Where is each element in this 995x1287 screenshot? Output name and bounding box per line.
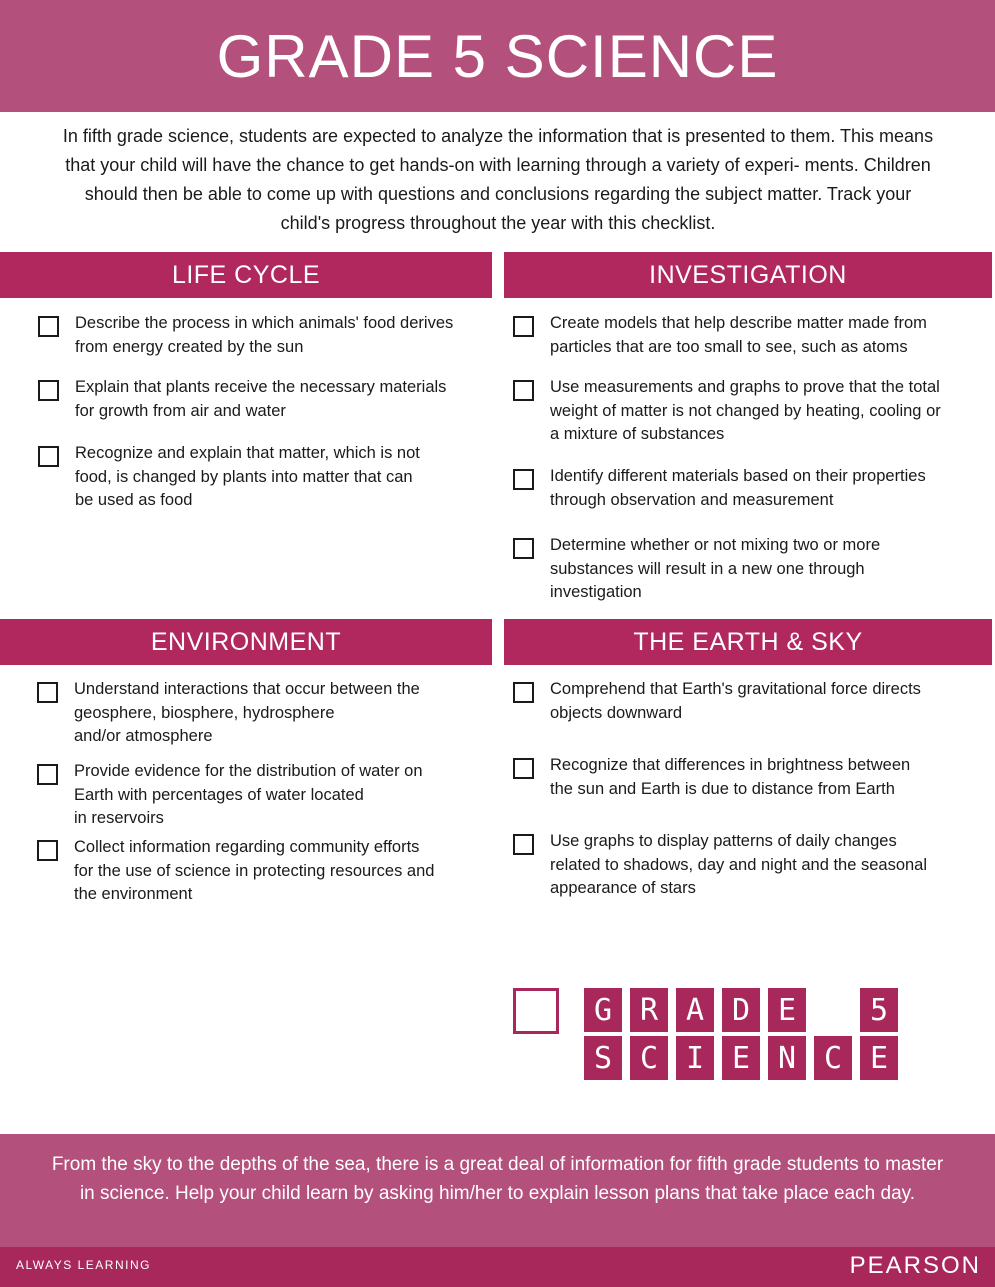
footer-text: From the sky to the depths of the sea, there is a great deal of information for fifth grade students to master in science. Help your child learn by asking him/her to explain lesson plans that take place each day.	[51, 1154, 944, 1204]
checklist-item-text: Provide evidence for the distribution of water on Earth with percentages of water located in reservoirs	[74, 762, 423, 827]
logo-tile: A	[676, 988, 714, 1032]
checklist-item	[513, 534, 880, 605]
checklist-item-text: Describe the process in which animals' food derives from energy created by the sun	[75, 314, 454, 356]
checklist-item-text: Explain that plants receive the necessary materials for growth from air and water	[75, 378, 447, 420]
logo-row-grade	[584, 988, 906, 1032]
section-title: INVESTIGATION	[649, 260, 847, 289]
logo-tile: R	[630, 988, 668, 1032]
section-header-investigation	[504, 252, 992, 298]
section-header-life-cycle	[0, 252, 492, 298]
brand-bar	[0, 1247, 995, 1287]
logo-tile: D	[722, 988, 760, 1032]
checkbox[interactable]	[513, 380, 534, 401]
checkbox[interactable]	[37, 682, 58, 703]
logo-tile: E	[722, 1036, 760, 1080]
checklist-item	[513, 312, 927, 359]
logo-tile: N	[768, 1036, 806, 1080]
checklist-item	[38, 312, 453, 359]
checklist-item-text: Determine whether or not mixing two or more substances will result in a new one through investigation	[550, 536, 881, 601]
checklist-item	[38, 376, 446, 423]
checkbox[interactable]	[38, 316, 59, 337]
checklist-item	[513, 678, 921, 725]
pearson-logo: PEARSON	[849, 1252, 981, 1279]
logo-tile: C	[630, 1036, 668, 1080]
logo-tile: S	[584, 1036, 622, 1080]
logo-tile: 5	[860, 988, 898, 1032]
logo-tile: G	[584, 988, 622, 1032]
checklist-item-text: Collect information regarding community efforts for the use of science in protecting resources and the environment	[74, 838, 435, 903]
checklist-item	[513, 465, 926, 512]
checklist-item	[38, 442, 420, 513]
checkbox[interactable]	[38, 380, 59, 401]
checklist-item-text: Understand interactions that occur between the geosphere, biosphere, hydrosphere and/or atmosphere	[74, 680, 420, 745]
section-title: LIFE CYCLE	[171, 260, 321, 289]
footer-banner	[0, 1134, 995, 1247]
checklist-item	[37, 836, 434, 907]
checklist-item-text: Identify different materials based on their properties through observation and measurement	[550, 467, 926, 509]
checkbox[interactable]	[513, 538, 534, 559]
logo-checkbox	[513, 988, 559, 1034]
checklist-item	[513, 830, 927, 901]
checklist-item-text: Create models that help describe matter made from particles that are too small to see, such as atoms	[550, 314, 927, 356]
checklist-item-text: Recognize and explain that matter, which is not food, is changed by plants into matter that can be used as food	[75, 444, 420, 509]
checklist-item-text: Use graphs to display patterns of daily changes related to shadows, day and night and the seasonal appearance of stars	[550, 832, 928, 897]
checkbox[interactable]	[37, 764, 58, 785]
checklist-item	[513, 754, 910, 801]
logo-tile: E	[768, 988, 806, 1032]
page-title: GRADE 5 SCIENCE	[216, 22, 779, 90]
checkbox[interactable]	[513, 834, 534, 855]
checklist-item	[37, 678, 420, 749]
intro-paragraph: In fifth grade science, students are expected to analyze the information that is presented to them. This means that your child will have the chance to get hands-on with learning through a variety of experi- ments. Children should then be able to come up with questions and conclusions regarding the subject matter. Track your child's progress throughout the year with this checklist.	[62, 126, 934, 233]
checkbox[interactable]	[513, 758, 534, 779]
checkbox[interactable]	[37, 840, 58, 861]
checklist-item	[513, 376, 941, 447]
checkbox[interactable]	[513, 469, 534, 490]
logo-tile: I	[676, 1036, 714, 1080]
logo-tile: C	[814, 1036, 852, 1080]
section-title: ENVIRONMENT	[150, 627, 342, 656]
tagline: ALWAYS LEARNING	[16, 1258, 151, 1272]
checklist-item-text: Use measurements and graphs to prove that the total weight of matter is not changed by heating, cooling or a mixture of substances	[550, 378, 941, 443]
logo-tile-gap	[814, 988, 852, 1032]
checklist-item	[37, 760, 423, 831]
logo-row-science	[584, 1036, 906, 1080]
checkbox[interactable]	[513, 316, 534, 337]
checkbox[interactable]	[38, 446, 59, 467]
checklist-item-text: Recognize that differences in brightness between the sun and Earth is due to distance from Earth	[550, 756, 911, 798]
logo-tile: E	[860, 1036, 898, 1080]
grade-5-science-logo	[584, 988, 906, 1084]
checkbox[interactable]	[513, 682, 534, 703]
section-header-earth-sky	[504, 619, 992, 665]
checklist-item-text: Comprehend that Earth's gravitational force directs objects downward	[550, 680, 921, 722]
section-header-environment	[0, 619, 492, 665]
section-title: THE EARTH & SKY	[633, 627, 863, 656]
page-header	[0, 0, 995, 112]
